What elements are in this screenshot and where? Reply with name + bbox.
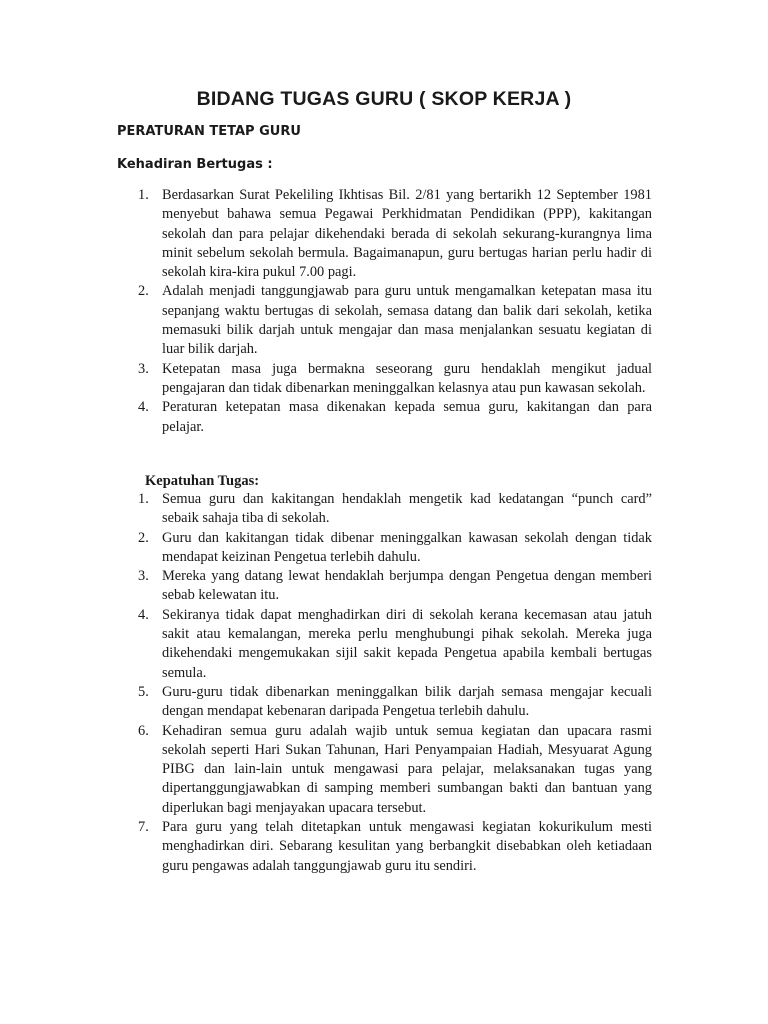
list-item-text: Sekiranya tidak dapat menghadirkan diri di sekolah kerana kecemasan atau jatuh sakit atau kemalangan, mereka perlu menghubungi pihak sekolah. Mereka juga dikehendaki mengemukakan sijil sakit kepada Pengetua apabila kembali bertugas semula. bbox=[162, 606, 652, 681]
section-heading-kepatuhan: Kepatuhan Tugas: bbox=[145, 473, 260, 489]
list-item-number: 3. bbox=[138, 360, 149, 377]
list-item-number: 3. bbox=[138, 568, 149, 585]
list-item-number: 6. bbox=[138, 722, 149, 739]
list-item-number: 2. bbox=[138, 283, 149, 300]
list-item-number: 5. bbox=[138, 683, 149, 700]
document-title: BIDANG TUGAS GURU ( SKOP KERJA ) bbox=[196, 88, 572, 110]
list-item-text: Kehadiran semua guru adalah wajib untuk semua kegiatan dan upacara rasmi sekolah seperti Hari Sukan Tahunan, Hari Penyampaian Hadiah, Mesyuarat Agung PIBG dan lain-lain untuk mengawasi para pelajar, melaksanakan tugas yang dipertanggungjawabkan di samping memberi sumbangan bakti dan bantuan yang diperlukan bagi menjayakan upacara tersebut. bbox=[162, 722, 652, 816]
list-item-text: Berdasarkan Surat Pekeliling Ikhtisas Bil. 2/81 yang bertarikh 12 September 1981 menyebut bahawa semua Pegawai Perkhidmatan Pendidikan (PPP), kakitangan sekolah dan para pelajar dikehendaki berada di sekolah sekurang-kurangnya lima minit sebelum sekolah bermula. Bagaimanapun, guru bertugas harian perlu hadir di sekolah kira-kira pukul 7.00 pagi. bbox=[162, 187, 652, 281]
list-item bbox=[138, 567, 652, 606]
list-item-text: Peraturan ketepatan masa dikenakan kepada semua guru, kakitangan dan para pelajar. bbox=[162, 399, 652, 435]
list-item-number: 4. bbox=[138, 399, 149, 416]
list-item-text: Ketepatan masa juga bermakna seseorang guru hendaklah mengikut jadual pengajaran dan tidak dibenarkan meninggalkan kelasnya atau pun kawasan sekolah. bbox=[162, 360, 652, 396]
section-heading-peraturan: PERATURAN TETAP GURU bbox=[117, 124, 301, 139]
list-item bbox=[138, 360, 652, 399]
section-heading-kehadiran: Kehadiran Bertugas : bbox=[117, 157, 273, 172]
list-item bbox=[138, 398, 652, 437]
list-item bbox=[138, 529, 652, 568]
list-item bbox=[138, 683, 652, 722]
list-item-number: 1. bbox=[138, 187, 149, 203]
list-item bbox=[138, 606, 652, 683]
list-item bbox=[138, 186, 652, 282]
list-item-number: 4. bbox=[138, 606, 149, 623]
list-item-number: 2. bbox=[138, 529, 149, 546]
list-item-text: Adalah menjadi tanggungjawab para guru untuk mengamalkan ketepatan masa itu sepanjang waktu bertugas di sekolah, semasa datang dan balik dari sekolah, ketika memasuki bilik darjah untuk mengajar dan masa menjalankan sesuatu kegiatan di luar bilik darjah. bbox=[162, 283, 652, 358]
list-item bbox=[138, 490, 652, 529]
list-item-number: 7. bbox=[138, 819, 149, 836]
list-item bbox=[138, 818, 652, 876]
list-item bbox=[138, 722, 652, 818]
list-item-number: 1. bbox=[138, 491, 149, 507]
kepatuhan-list bbox=[0, 490, 652, 876]
list-item bbox=[138, 282, 652, 359]
kehadiran-list bbox=[0, 186, 652, 437]
list-item-text: Guru-guru tidak dibenarkan meninggalkan bilik darjah semasa mengajar kecuali dengan mendapat kebenaran daripada Pengetua terlebih dahulu. bbox=[162, 683, 652, 720]
list-item-text: Guru dan kakitangan tidak dibenar meninggalkan kawasan sekolah dengan tidak mendapat keizinan Pengetua terlebih dahulu. bbox=[162, 529, 652, 565]
list-item-text: Semua guru dan kakitangan hendaklah mengetik kad kedatangan “punch card” sebaik sahaja tiba di sekolah. bbox=[162, 491, 652, 527]
list-item-text: Para guru yang telah ditetapkan untuk mengawasi kegiatan kokurikulum mesti menghadirkan diri. Sebarang kesulitan yang berbangkit disebabkan oleh ketiadaan guru pengawas adalah tanggungjawab guru itu sendiri. bbox=[162, 819, 652, 874]
list-item-text: Mereka yang datang lewat hendaklah berjumpa dengan Pengetua dengan memberi sebab kelewatan itu. bbox=[162, 568, 652, 604]
